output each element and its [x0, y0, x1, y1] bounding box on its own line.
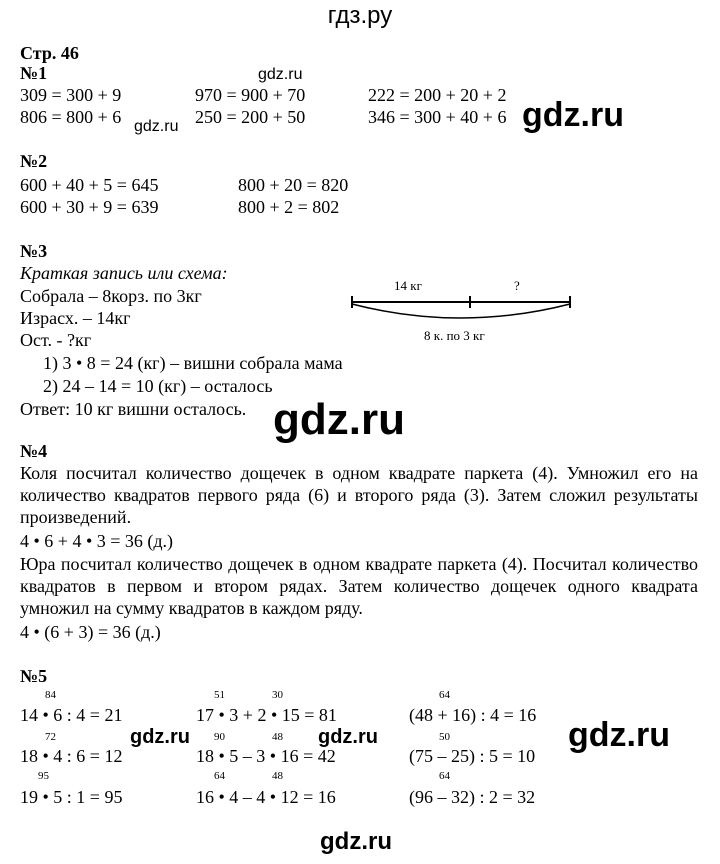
task5-label: №5	[20, 666, 48, 686]
watermark-big: gdz.ru	[320, 828, 392, 855]
task1-cell: 346 = 300 + 40 + 6	[368, 107, 507, 127]
site-header: гдз.ру	[327, 2, 393, 29]
task5-expression: 18 • 4 : 6 = 12	[20, 746, 123, 766]
diagram-bottom-label: 8 к. по 3 кг	[424, 328, 485, 343]
task3-diagram	[348, 276, 578, 346]
task5-intermediate: 64	[214, 770, 225, 782]
task5-intermediate: 50	[439, 731, 450, 743]
task2-cell: 600 + 30 + 9 = 639	[20, 197, 159, 217]
task5-expression: 17 • 3 + 2 • 15 = 81	[196, 705, 337, 725]
task4-paragraph: Коля посчитал количество дощечек в одном квадрате паркета (4). Умножил его на количество квадратов первого ряда (6) и второго ряда (3). Затем сложил результаты произведений.	[20, 463, 698, 527]
task5-intermediate: 30	[272, 689, 283, 701]
task5-expression: 18 • 5 – 3 • 16 = 42	[196, 746, 336, 766]
task5-expression: (75 – 25) : 5 = 10	[409, 746, 536, 766]
task4-paragraph: Юра посчитал количество дощечек в одном квадрате паркета (4). Посчитал количество квадратов в первом и втором рядах. Затем количество дощечек одного квадрата умножил на сумму квадратов в каждом ряду.	[20, 554, 698, 618]
task1-cell: 309 = 300 + 9	[20, 85, 122, 105]
task3-step: 2) 24 – 14 = 10 (кг) – осталось	[43, 376, 273, 396]
task5-intermediate: 95	[38, 770, 49, 782]
task1-label: №1	[20, 63, 48, 83]
task5-intermediate: 90	[214, 731, 225, 743]
task5-intermediate: 84	[45, 689, 56, 701]
task3-step: 1) 3 • 8 = 24 (кг) – вишни собрала мама	[43, 353, 343, 373]
task3-label: №3	[20, 241, 48, 261]
watermark-big: gdz.ru	[130, 726, 190, 748]
task1-cell: 806 = 800 + 6	[20, 107, 122, 127]
watermark-big: gdz.ru	[568, 716, 670, 754]
task2-label: №2	[20, 151, 48, 171]
task5-intermediate: 48	[272, 731, 283, 743]
task2-cell: 800 + 2 = 802	[238, 197, 340, 217]
task5-expression: (96 – 32) : 2 = 32	[409, 787, 536, 807]
task5-expression: (48 + 16) : 4 = 16	[409, 705, 537, 725]
watermark-small: gdz.ru	[134, 118, 179, 135]
task1-cell: 970 = 900 + 70	[195, 85, 306, 105]
diagram-left-label: 14 кг	[394, 278, 422, 293]
task4-expression: 4 • 6 + 4 • 3 = 36 (д.)	[20, 531, 174, 551]
task2-cell: 800 + 20 = 820	[238, 175, 349, 195]
task3-line: Ост. - ?кг	[20, 330, 92, 350]
task5-intermediate: 72	[45, 731, 56, 743]
task4-expression: 4 • (6 + 3) = 36 (д.)	[20, 622, 161, 642]
task2-cell: 600 + 40 + 5 = 645	[20, 175, 159, 195]
task5-expression: 16 • 4 – 4 • 12 = 16	[196, 787, 336, 807]
diagram-right-label: ?	[514, 278, 520, 293]
task5-intermediate: 51	[214, 689, 225, 701]
task4-label: №4	[20, 441, 48, 461]
task1-cell: 222 = 200 + 20 + 2	[368, 85, 507, 105]
task5-intermediate: 48	[272, 770, 283, 782]
task3-line: Израсх. – 14кг	[20, 308, 131, 328]
task3-answer: Ответ: 10 кг вишни осталось.	[20, 399, 247, 419]
watermark-big: gdz.ru	[318, 726, 378, 748]
task5-expression: 19 • 5 : 1 = 95	[20, 787, 123, 807]
task5-intermediate: 64	[439, 689, 450, 701]
task3-line: Собрала – 8корз. по 3кг	[20, 286, 202, 306]
task1-cell: 250 = 200 + 50	[195, 107, 306, 127]
task3-intro: Краткая запись или схема:	[20, 263, 228, 283]
page-label: Стр. 46	[20, 43, 79, 63]
task5-intermediate: 64	[439, 770, 450, 782]
task5-expression: 14 • 6 : 4 = 21	[20, 705, 123, 725]
watermark-small: gdz.ru	[258, 66, 303, 83]
watermark-big: gdz.ru	[273, 395, 405, 444]
watermark-big: gdz.ru	[522, 96, 624, 134]
